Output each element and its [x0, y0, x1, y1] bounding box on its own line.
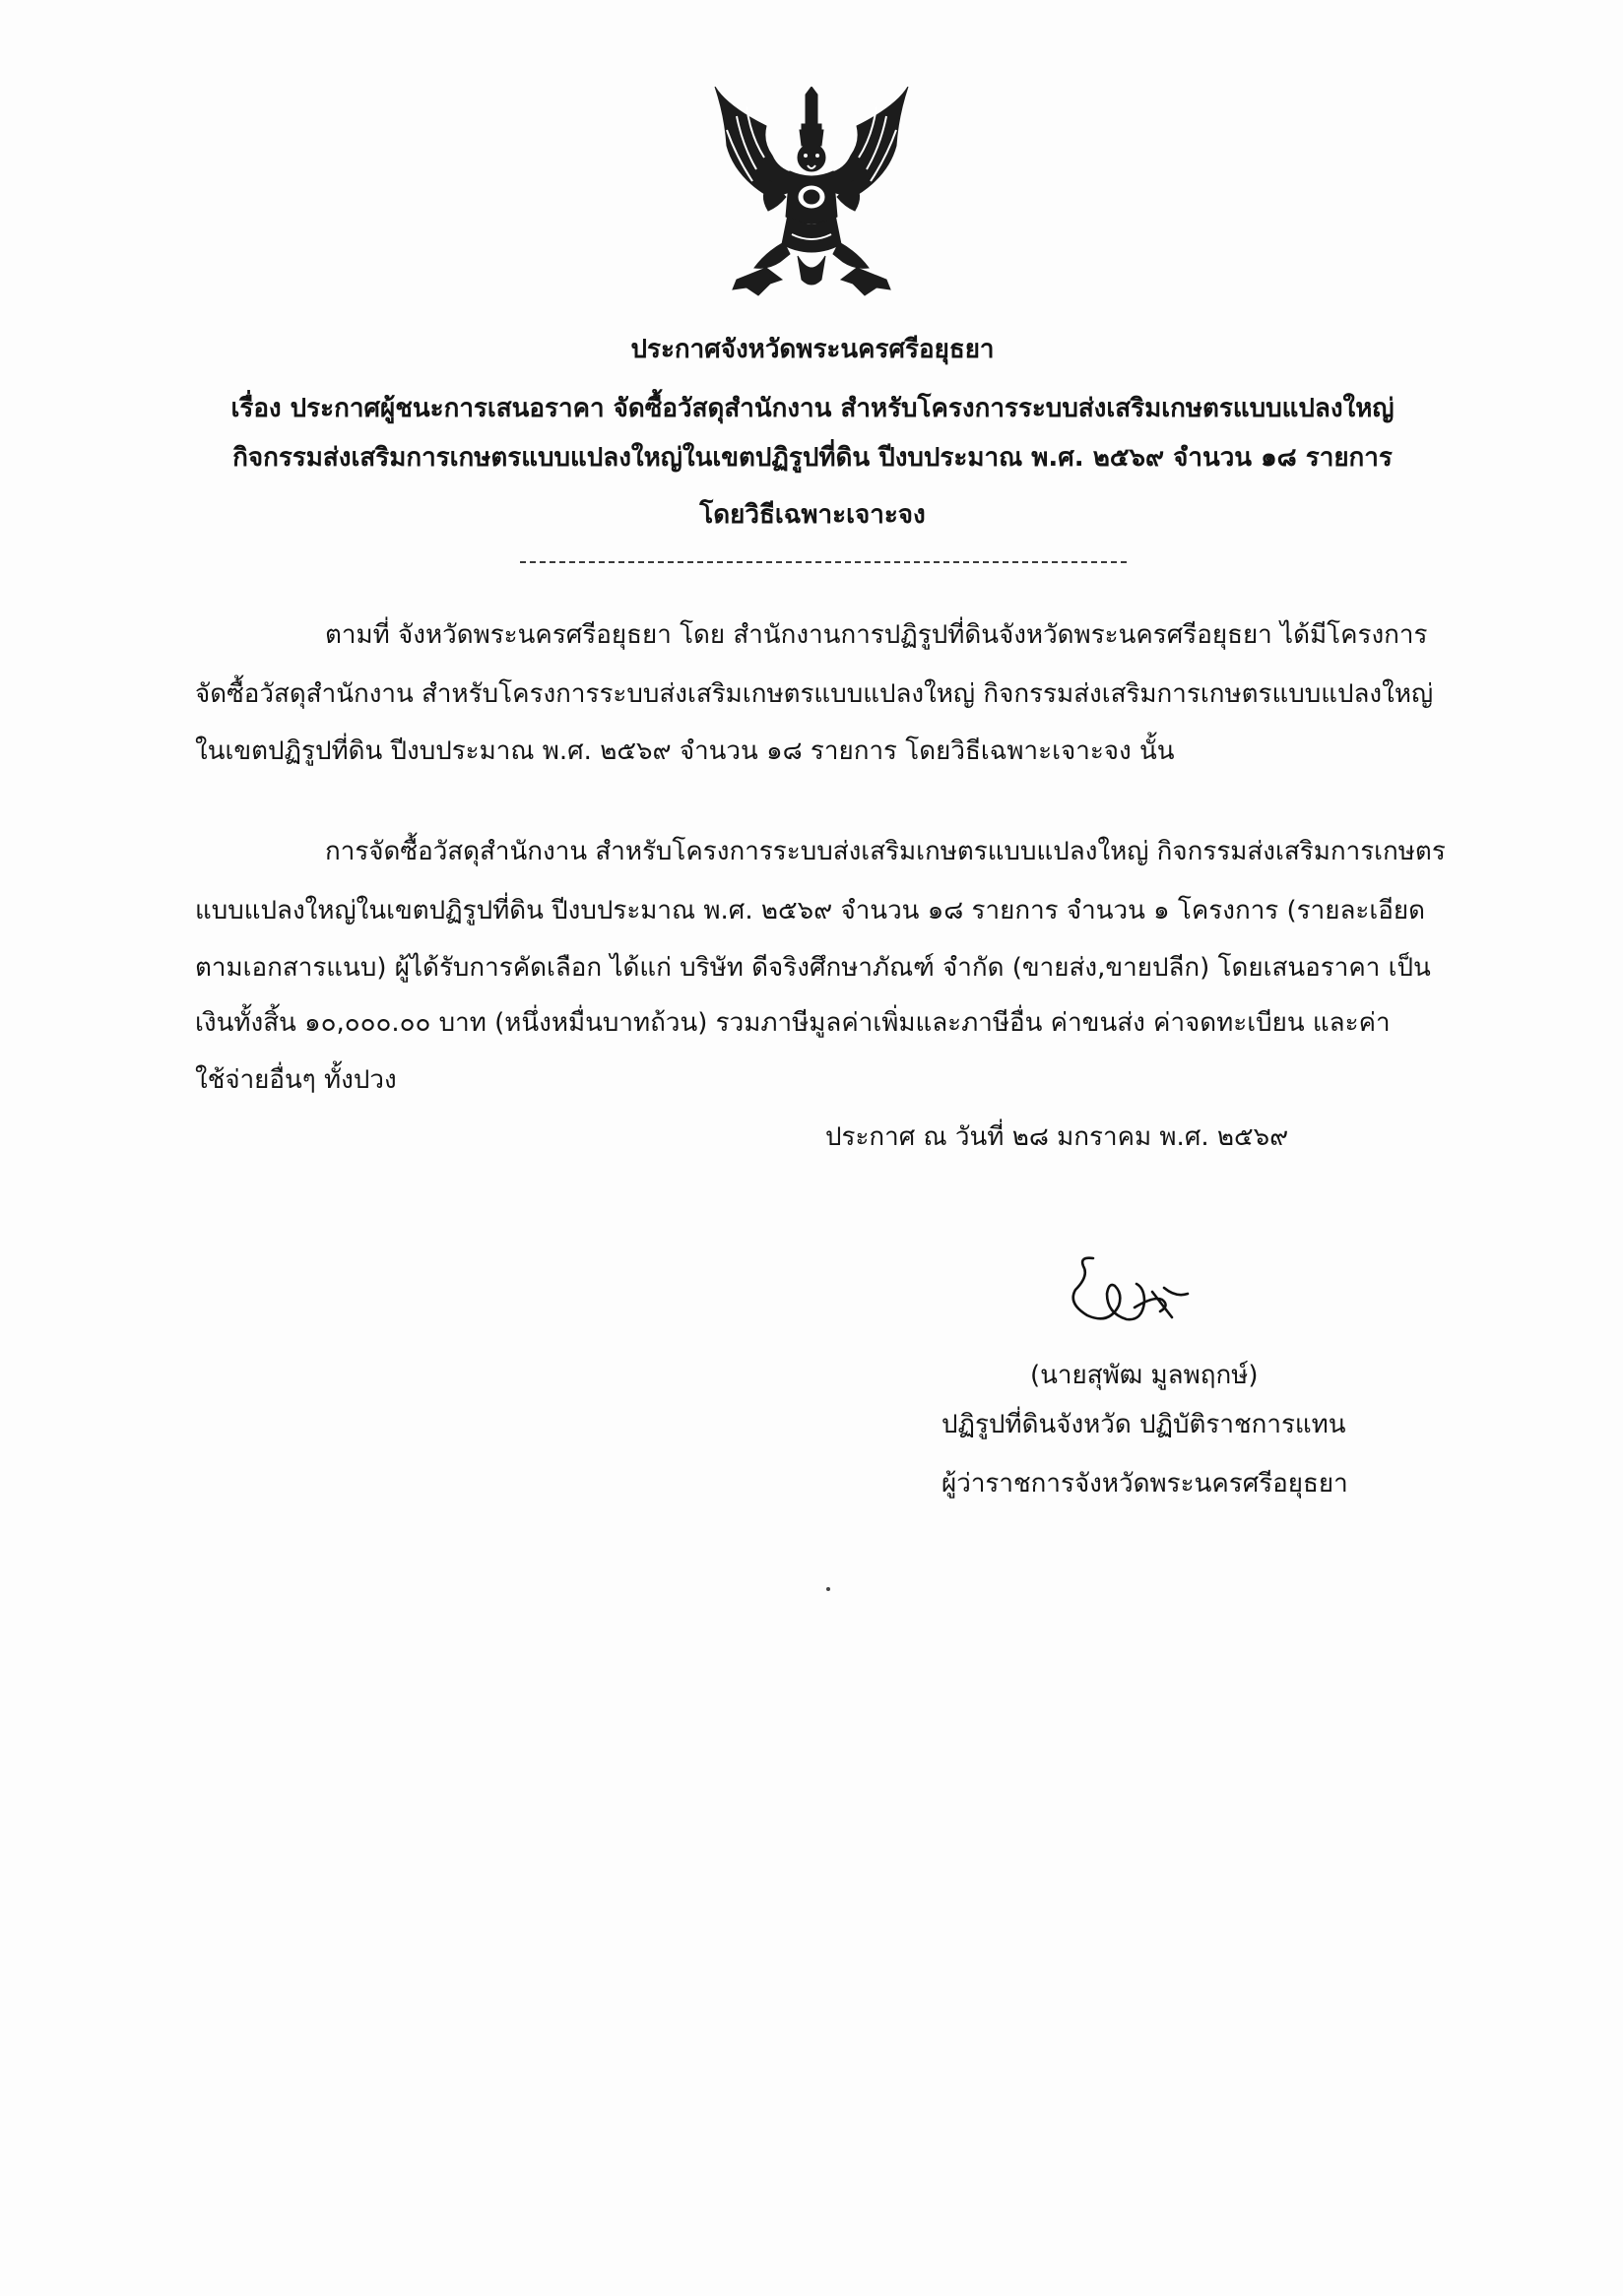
paragraph2-line-2: แบบแปลงใหญ่ในเขตปฏิรูปที่ดิน ปีงบประมาณ พ.ศ. ๒๕๖๙ จำนวน ๑๘ รายการ จำนวน ๑ โครงการ (รายละเอียด [195, 896, 1425, 925]
signatory-position-line-2: ผู้ว่าราชการจังหวัดพระนครศรีอยุธยา [941, 1469, 1348, 1499]
announcement-title: ประกาศจังหวัดพระนครศรีอยุธยา [630, 335, 995, 364]
paragraph2-line-1: การจัดซื้อวัสดุสำนักงาน สำหรับโครงการระบบส่งเสริมเกษตรแบบแปลงใหญ่ กิจกรรมส่งเสริมการเกษตร [325, 837, 1446, 866]
paragraph2-line-5: ใช้จ่ายอื่นๆ ทั้งปวง [195, 1065, 397, 1095]
signatory-name: (นายสุพัฒ มูลพฤกษ์) [1030, 1361, 1259, 1390]
scan-speck [826, 1587, 830, 1591]
paragraph1-line-1: ตามที่ จังหวัดพระนครศรีอยุธยา โดย สำนักงานการปฏิรูปที่ดินจังหวัดพระนครศรีอยุธยา ได้มีโครงการ [325, 620, 1428, 650]
subject-line-3: โดยวิธีเฉพาะเจาะจง [699, 500, 926, 530]
announcement-date: ประกาศ ณ วันที่ ๒๘ มกราคม พ.ศ. ๒๕๖๙ [825, 1122, 1289, 1152]
subject-line-2: กิจกรรมส่งเสริมการเกษตรแบบแปลงใหญ่ในเขตปฏิรูปที่ดิน ปีงบประมาณ พ.ศ. ๒๕๖๙ จำนวน ๑๘ รายการ [232, 443, 1393, 473]
garuda-emblem-icon [707, 87, 916, 301]
paragraph1-line-2: จัดซื้อวัสดุสำนักงาน สำหรับโครงการระบบส่งเสริมเกษตรแบบแปลงใหญ่ กิจกรรมส่งเสริมการเกษตรแบบแปลงใหญ่ [195, 679, 1434, 709]
paragraph1-line-3: ในเขตปฏิรูปที่ดิน ปีงบประมาณ พ.ศ. ๒๕๖๙ จำนวน ๑๘ รายการ โดยวิธีเฉพาะเจาะจง นั้น [195, 736, 1175, 766]
signatory-position-line-1: ปฏิรูปที่ดินจังหวัด ปฏิบัติราชการแทน [941, 1410, 1346, 1439]
handwritten-signature [1066, 1248, 1203, 1351]
subject-line-1: เรื่อง ประกาศผู้ชนะการเสนอราคา จัดซื้อวัสดุสำนักงาน สำหรับโครงการระบบส่งเสริมเกษตรแบบแปลงใหญ่ [230, 394, 1395, 423]
paragraph2-line-3: ตามเอกสารแนบ) ผู้ได้รับการคัดเลือก ได้แก่ บริษัท ดีจริงศึกษาภัณฑ์ จำกัด (ขายส่ง,ขายปลีก) โดยเสนอราคา เป็น [195, 953, 1431, 983]
paragraph2-line-4: เงินทั้งสิ้น ๑๐,๐๐๐.๐๐ บาท (หนึ่งหมื่นบาทถ้วน) รวมภาษีมูลค่าเพิ่มและภาษีอื่น ค่าขนส่ง ค่าจดทะเบียน และค่า [195, 1008, 1391, 1038]
separator-dashes [520, 561, 1127, 563]
